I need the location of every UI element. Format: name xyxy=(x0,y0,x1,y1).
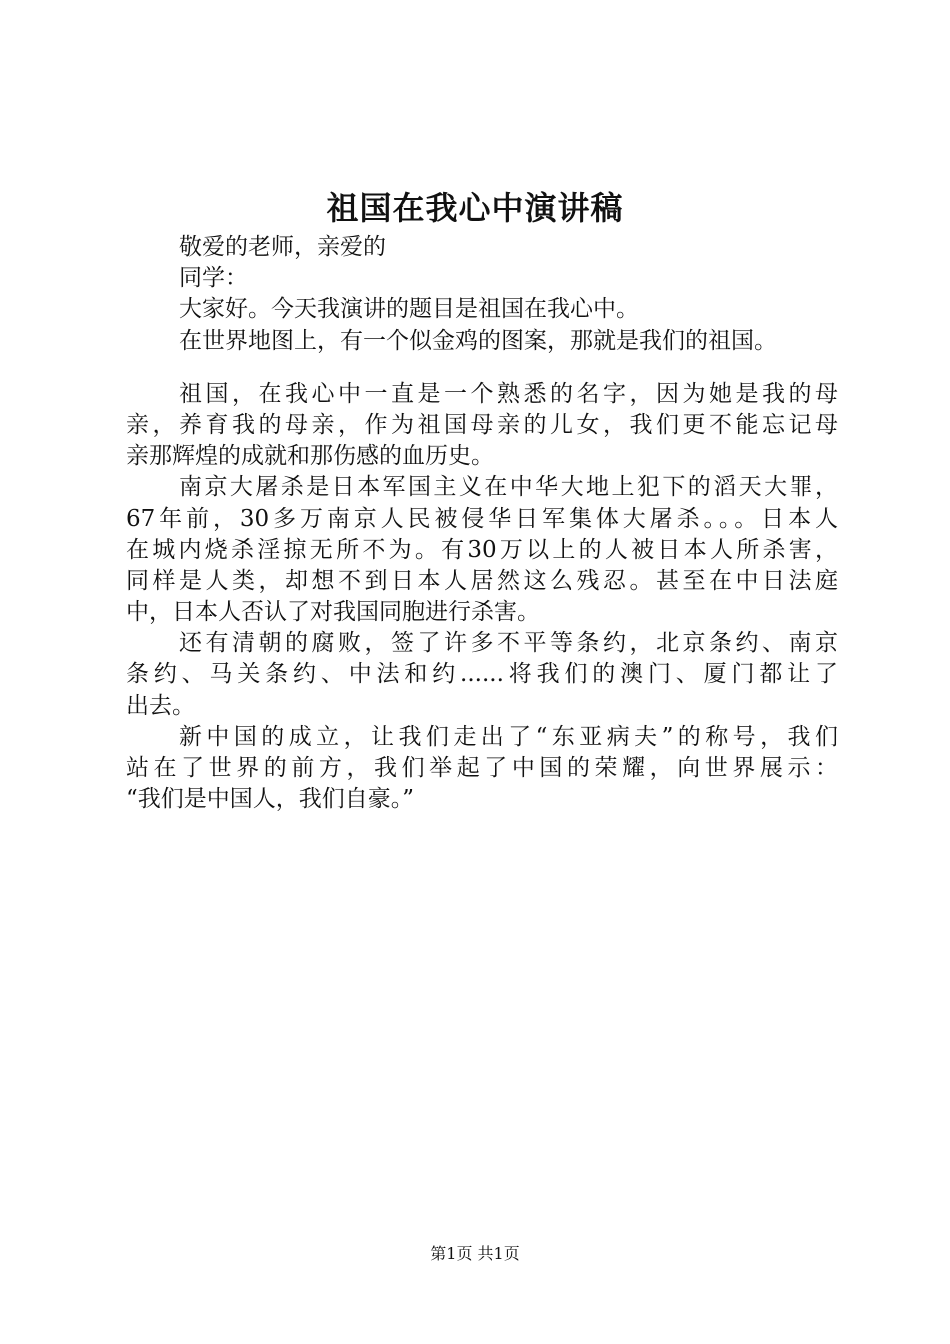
greeting-line: 大家好。今天我演讲的题目是祖国在我心中。 xyxy=(179,296,639,323)
document-body xyxy=(126,232,838,815)
paragraph-line: 67年前，30多万南京人民被侵华日军集体大屠杀。。。日本人 xyxy=(126,505,838,532)
document-title: 祖国在我心中演讲稿 xyxy=(326,189,624,227)
paragraph-gap xyxy=(126,357,838,379)
paragraph-line: 新中国的成立，让我们走出了“东亚病夫”的称号，我们 xyxy=(179,723,838,750)
paragraph-line: 条约、马关条约、中法和约......将我们的澳门、厦门都让了 xyxy=(126,661,838,688)
paragraph-line: “我们是中国人，我们自豪。” xyxy=(126,786,415,813)
paragraph-line: 南京大屠杀是日本军国主义在中华大地上犯下的滔天大罪， xyxy=(179,474,838,501)
paragraph-line: 亲那辉煌的成就和那伤感的血历史。 xyxy=(126,443,494,470)
paragraph-line: 出去。 xyxy=(126,692,195,719)
paragraph-line: 同样是人类，却想不到日本人居然这么残忍。甚至在中日法庭 xyxy=(126,567,838,594)
paragraph-line: 中，日本人否认了对我国同胞进行杀害。 xyxy=(126,599,540,626)
salutation-line-1: 敬爱的老师，亲爱的 xyxy=(179,234,386,260)
paragraph-line: 祖国，在我心中一直是一个熟悉的名字，因为她是我的母 xyxy=(179,380,838,407)
paragraph-line: 在城内烧杀淫掠无所不为。有30万以上的人被日本人所杀害， xyxy=(126,536,838,563)
salutation-line-2: 同学： xyxy=(179,265,248,292)
page-footer: 第1页 共1页 xyxy=(430,1244,520,1263)
paragraph-line: 还有清朝的腐败，签了许多不平等条约，北京条约、南京 xyxy=(179,630,838,657)
paragraph-line: 站在了世界的前方，我们举起了中国的荣耀，向世界展示： xyxy=(126,755,838,781)
intro-line: 在世界地图上，有一个似金鸡的图案，那就是我们的祖国。 xyxy=(179,327,777,354)
paragraph-line: 亲，养育我的母亲，作为祖国母亲的儿女，我们更不能忘记母 xyxy=(126,411,838,438)
